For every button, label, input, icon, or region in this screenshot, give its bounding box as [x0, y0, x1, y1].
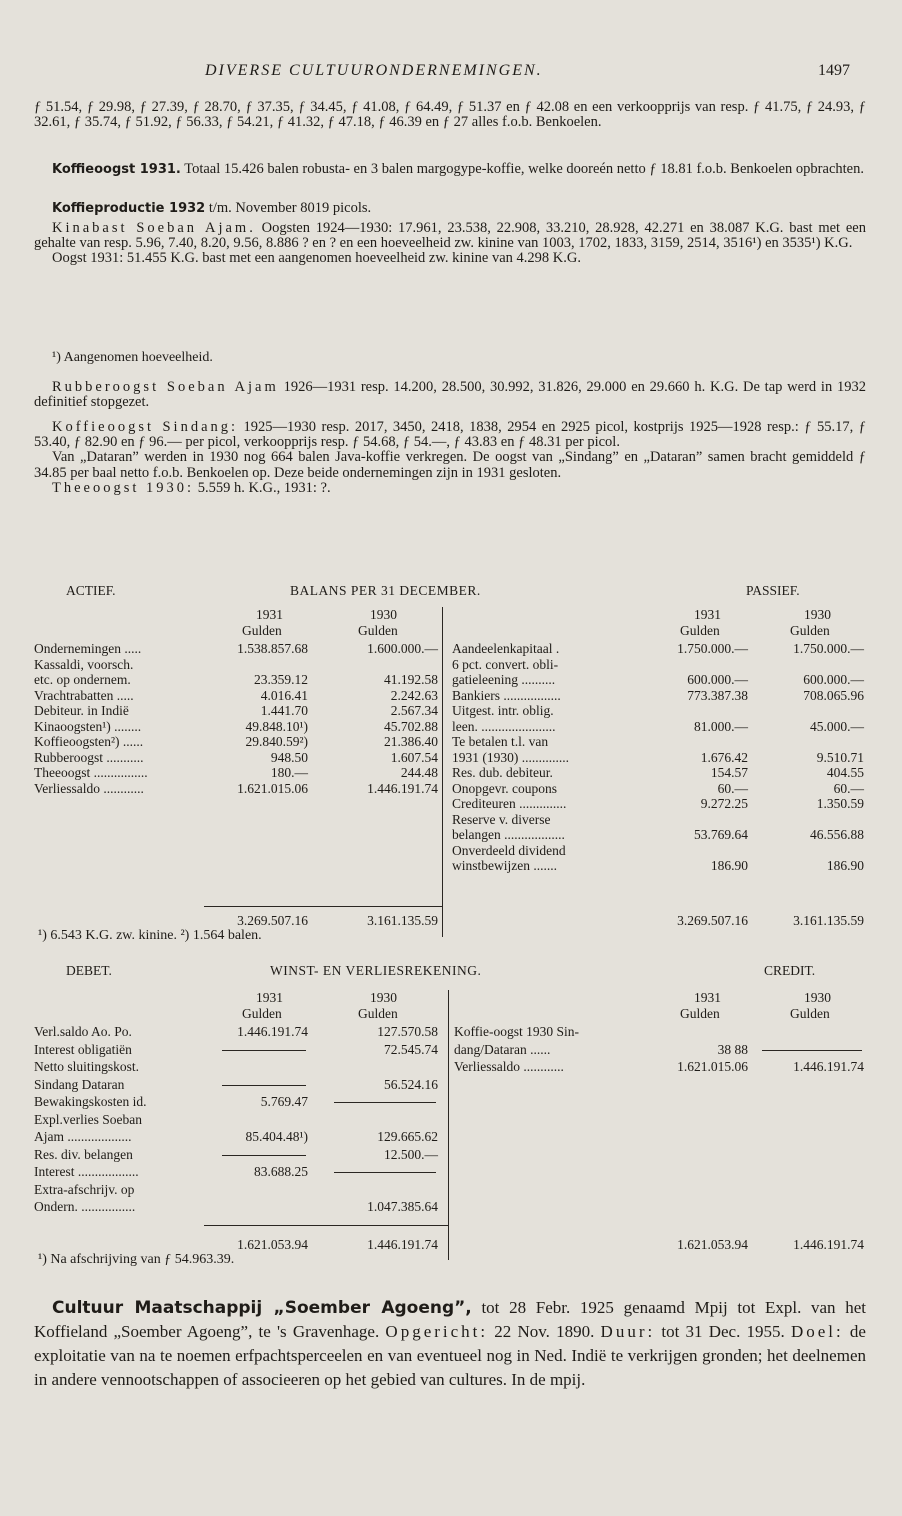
balans-actief-row-value-1930: 1.446.191.74: [367, 780, 438, 796]
winst-table: [34, 963, 868, 1283]
balans-actief-row-value-1930: 2.567.34: [390, 703, 438, 718]
balans-actief-row-label: Theeoogst ................: [34, 765, 148, 780]
winst-credit-unit-1: Gulden: [680, 1006, 720, 1021]
winst-divider: [448, 990, 449, 1260]
balans-passief-row-value-1931: 53.769.64: [694, 827, 748, 842]
balans-passief-row-label: Bankiers .................: [452, 687, 561, 703]
balans-passief-row-value-1930: [754, 734, 864, 749]
winst-debet-year-1: 1931: [256, 990, 283, 1005]
balans-passief-row-value-1930: 600.000.—: [803, 672, 864, 687]
winst-debet-row-value-1930: [326, 1182, 438, 1197]
balans-passief-row-label: leen. ......................: [452, 718, 556, 734]
balans-passief-row-value-1931: 9.272.25: [700, 796, 748, 811]
balans-passief-row-value-1930: [754, 657, 864, 672]
rubber-paragraph: [34, 380, 866, 410]
doel-value: de exploitatie van na te noemen erfpachtsperceelen en van eventueel nog in Ned. Indië te verkrijgen gronden; het deelnemen in andere vennootschappen of associeeren op het gebied van cultures. In de mpij.: [34, 1322, 866, 1389]
winst-debet-row-value-1930: 56.524.16: [384, 1076, 438, 1092]
balans-footnote: ¹) 6.543 K.G. zw. kinine. ²) 1.564 balen.: [38, 928, 262, 943]
balans-actief-row-label: Ondernemingen .....: [34, 641, 142, 656]
winst-debet-row-label: Interest ..................: [34, 1164, 139, 1179]
winst-debet-row-label: Extra-afschrijv. op: [34, 1181, 135, 1197]
balans-passief-row-value-1931: 773.387.38: [687, 687, 748, 703]
empty-cell-rule: [222, 1085, 306, 1086]
winst-credit-row-label: Koffie-oogst 1930 Sin-: [454, 1024, 579, 1039]
balans-actief-row-label: Rubberoogst ...........: [34, 749, 144, 765]
balans-actief-row-label: Kassaldi, voorsch.: [34, 656, 134, 672]
winst-credit-row-value-1930: 1.446.191.74: [793, 1059, 864, 1074]
balans-actief-row-label: etc. op ondernem.: [34, 672, 131, 687]
rubber-text: 1926—1931 resp. 14.200, 28.500, 30.992, 31.826, 29.000 en 29.660 h. K.G. De tap werd in 1932 definitief stopgezet.: [34, 379, 866, 411]
balans-passief-row-value-1930: 1.350.59: [816, 796, 864, 811]
winst-debet-row-label: Interest obligatiën: [34, 1041, 132, 1057]
kinabast-paragraph: [34, 221, 866, 267]
winst-debet-row-value-1931: [214, 1199, 308, 1214]
winst-debet-heading: DEBET.: [66, 963, 112, 978]
winst-debet-total-1930: 1.446.191.74: [367, 1237, 438, 1252]
balans-passief-row-label: Uitgest. intr. oblig.: [452, 703, 554, 718]
winst-debet-row-value-1931: 5.769.47: [260, 1094, 308, 1109]
balans-actief-row-value-1930: [326, 657, 438, 672]
balans-passief-row-label: 1931 (1930) ..............: [452, 749, 569, 765]
duur-value: tot 31 Dec. 1955.: [655, 1322, 785, 1341]
balans-passief-row-label: Aandeelenkapitaal .: [452, 641, 560, 656]
balans-actief-row-value-1931: 1.538.857.68: [237, 641, 308, 656]
balans-actief-row-value-1931: 49.848.10¹): [245, 718, 308, 734]
cultuur-heading: Cultuur Maatschappij „Soember Agoeng”,: [52, 1298, 472, 1318]
balans-actief-total-1930: 3.161.135.59: [367, 913, 438, 928]
balans-passief-row-value-1930: 404.55: [826, 765, 864, 780]
balans-passief-heading: PASSIEF.: [746, 583, 800, 598]
koffieoogst-text: Totaal 15.426 balen robusta- en 3 balen margogype-koffie, welke dooreén netto ƒ 18.81 f.o.b. Benkoelen opbrachten.: [180, 161, 864, 177]
balans-passief-row-value-1930: 9.510.71: [816, 749, 864, 765]
winst-debet-unit-1: Gulden: [242, 1006, 282, 1021]
balans-passief-row-value-1931: 60.—: [717, 780, 748, 796]
winst-debet-row-label: Ondern. ................: [34, 1199, 136, 1214]
rubber-heading: Rubberoogst Soeban Ajam: [52, 379, 279, 395]
winst-debet-row-value-1931: 1.446.191.74: [237, 1024, 308, 1039]
winst-footnote: ¹) Na afschrijving van ƒ 54.963.39.: [38, 1252, 235, 1267]
winst-debet-total-1931: 1.621.053.94: [237, 1237, 308, 1252]
winst-debet-row-value-1931: [214, 1112, 308, 1127]
balans-passief-row-label: belangen ..................: [452, 827, 565, 842]
balans-actief-row-value-1931: [214, 657, 308, 672]
winst-title: WINST- EN VERLIESREKENING.: [270, 963, 482, 978]
balans-passief-row-value-1930: [754, 703, 864, 718]
balans-passief-row-label: winstbewijzen .......: [452, 858, 557, 873]
winst-credit-year-1: 1931: [694, 990, 721, 1005]
balans-table: [34, 583, 868, 953]
balans-passief-row-value-1931: [634, 657, 748, 672]
winst-credit-row-value-1930: [754, 1024, 864, 1039]
balans-passief-row-label: Onopgevr. coupons: [452, 780, 557, 796]
balans-actief-row-value-1930: 45.702.88: [384, 718, 438, 734]
balans-actief-row-label: Debiteur. in Indië: [34, 703, 129, 718]
footnote-aangenomen: ¹) Aangenomen hoeveelheid.: [52, 350, 213, 365]
prices-paragraph: ƒ 51.54, ƒ 29.98, ƒ 27.39, ƒ 28.70, ƒ 37.35, ƒ 34.45, ƒ 41.08, ƒ 64.49, ƒ 51.37 en ƒ 42.08 en een verkoopprijs van resp. ƒ 41.75, ƒ 24.93, ƒ 32.61, ƒ 35.74, ƒ 51.92, ƒ 56.33, ƒ 54.21, ƒ 41.32, ƒ 47.18, ƒ 46.39 en ƒ 27 alles f.o.b. Benkoelen.: [34, 99, 866, 131]
header-title: DIVERSE CULTUURONDERNEMINGEN.: [205, 62, 543, 79]
balans-actief-year-2: 1930: [370, 607, 397, 622]
winst-credit-unit-2: Gulden: [790, 1006, 830, 1021]
balans-actief-row-value-1931: 180.—: [270, 765, 308, 780]
balans-actief-total-rule: [204, 906, 442, 907]
running-header: [0, 62, 902, 86]
balans-passief-row-value-1931: 1.676.42: [700, 749, 748, 765]
balans-passief-row-value-1931: 81.000.—: [694, 718, 748, 734]
winst-debet-row-label: Sindang Dataran: [34, 1076, 125, 1092]
balans-passief-row-label: 6 pct. convert. obli-: [452, 656, 559, 672]
balans-passief-row-value-1930: 186.90: [826, 858, 864, 873]
winst-debet-row-label: Verl.saldo Ao. Po.: [34, 1024, 132, 1039]
balans-actief-row-value-1931: 1.621.015.06: [237, 780, 308, 796]
winst-debet-row-label: Res. div. belangen: [34, 1146, 133, 1162]
balans-actief-row-value-1930: 2.242.63: [390, 687, 438, 703]
balans-passief-row-value-1930: [754, 843, 864, 858]
balans-actief-row-value-1930: 244.48: [400, 765, 438, 780]
balans-actief-total-1931: 3.269.507.16: [237, 913, 308, 928]
empty-cell-rule: [222, 1155, 306, 1156]
winst-debet-row-label: Bewakingskosten id.: [34, 1094, 147, 1109]
balans-actief-row-value-1931: 1.441.70: [260, 703, 308, 718]
sindang-paragraph: [34, 420, 866, 496]
koffieoogst-paragraph: [34, 162, 866, 177]
koffieproductie-heading: Koffieproductie 1932: [52, 201, 206, 216]
balans-actief-row-value-1931: 29.840.59²): [245, 734, 308, 749]
balans-title: BALANS PER 31 DECEMBER.: [290, 583, 481, 598]
balans-actief-row-value-1930: 41.192.58: [384, 672, 438, 687]
balans-passief-row-value-1930: 60.—: [833, 780, 864, 796]
winst-debet-row-value-1930: 1.047.385.64: [367, 1199, 438, 1214]
balans-actief-unit-1: Gulden: [242, 623, 282, 638]
balans-passief-row-value-1930: [754, 812, 864, 827]
balans-actief-row-label: Kinaoogsten¹) ........: [34, 718, 142, 734]
winst-credit-heading: CREDIT.: [764, 963, 816, 978]
sindang-text: 1925—1930 resp. 2017, 3450, 2418, 1838, 2954 en 2925 picol, kostprijs 1925—1928 resp.: ƒ 55.17, ƒ 53.40, ƒ 82.90 en ƒ 96.— per picol, verkoopprijs resp. ƒ 54.68, ƒ 54.—, ƒ 43.83 en ƒ 48.31 per picol.: [34, 419, 866, 451]
opgericht-value: 22 Nov. 1890.: [488, 1322, 595, 1341]
winst-credit-year-2: 1930: [804, 990, 831, 1005]
koffieoogst-heading: Koffieoogst 1931.: [52, 162, 181, 177]
balans-actief-unit-2: Gulden: [358, 623, 398, 638]
balans-actief-row-label: Vrachtrabatten .....: [34, 687, 134, 703]
page-number: 1497: [818, 62, 850, 79]
winst-debet-row-value-1931: [214, 1059, 308, 1074]
thee-text: 5.559 h. K.G., 1931: ?.: [194, 479, 331, 496]
balans-actief-row-value-1931: 23.359.12: [254, 672, 308, 687]
balans-passief-row-value-1930: 1.750.000.—: [793, 641, 864, 656]
balans-passief-row-value-1931: [634, 734, 748, 749]
balans-actief-row-value-1930: 1.607.54: [390, 749, 438, 765]
balans-actief-year-1: 1931: [256, 607, 283, 622]
sindang-heading: Koffieoogst Sindang:: [52, 419, 239, 435]
balans-passief-row-value-1931: [634, 843, 748, 858]
thee-heading: Theeoogst 1930:: [52, 479, 195, 496]
kinabast-heading: Kinabast Soeban Ajam.: [52, 220, 256, 236]
winst-debet-row-label: Ajam ...................: [34, 1129, 132, 1144]
winst-credit-total-1931: 1.621.053.94: [677, 1237, 748, 1252]
winst-credit-row-value-1931: 38 88: [717, 1041, 748, 1057]
winst-debet-total-rule: [204, 1225, 448, 1226]
empty-cell-rule: [334, 1102, 436, 1103]
balans-passief-year-1: 1931: [694, 607, 721, 622]
empty-cell-rule: [222, 1050, 306, 1051]
winst-credit-row-label: Verliessaldo ............: [454, 1059, 564, 1074]
balans-passief-row-label: Crediteuren ..............: [452, 796, 567, 811]
winst-debet-row-value-1930: 12.500.—: [384, 1146, 438, 1162]
balans-actief-row-value-1930: 1.600.000.—: [367, 641, 438, 656]
winst-debet-row-value-1930: 129.665.62: [377, 1129, 438, 1144]
balans-passief-unit-1: Gulden: [680, 623, 720, 638]
winst-debet-row-value-1931: 83.688.25: [254, 1164, 308, 1179]
balans-passief-row-value-1931: 154.57: [710, 765, 748, 780]
balans-actief-row-value-1931: 4.016.41: [260, 687, 308, 703]
balans-actief-heading: ACTIEF.: [66, 583, 116, 598]
winst-credit-row-value-1931: [634, 1024, 748, 1039]
koffieproductie-paragraph: [34, 201, 866, 216]
winst-debet-row-label: Netto sluitingskost.: [34, 1059, 140, 1074]
winst-debet-year-2: 1930: [370, 990, 397, 1005]
balans-passief-total-1931: 3.269.507.16: [677, 913, 748, 928]
balans-passief-row-value-1931: 186.90: [710, 858, 748, 873]
balans-passief-row-value-1931: [634, 812, 748, 827]
balans-passief-total-1930: 3.161.135.59: [793, 913, 864, 928]
balans-actief-row-value-1931: 948.50: [270, 749, 308, 765]
balans-passief-row-label: Res. dub. debiteur.: [452, 765, 553, 780]
balans-passief-year-2: 1930: [804, 607, 831, 622]
cultuur-text: tot 28 Febr. 1925 genaamd Mpij tot Expl. van het Koffieland „Soember Agoeng”, te 's Gravenhage.: [34, 1298, 866, 1341]
balans-passief-row-label: Reserve v. diverse: [452, 811, 551, 827]
balans-passief-row-value-1931: 600.000.—: [687, 672, 748, 687]
winst-debet-row-value-1930: 127.570.58: [377, 1024, 438, 1039]
balans-actief-row-label: Koffieoogsten²) ......: [34, 734, 144, 749]
oogst-1931: Oogst 1931: 51.455 K.G. bast met een aangenomen hoeveelheid zw. kinine van 4.298 K.G.: [52, 250, 581, 267]
winst-debet-row-value-1930: 72.545.74: [384, 1041, 438, 1057]
balans-passief-row-label: Te betalen t.l. van: [452, 734, 549, 749]
kinabast-text: Oogsten 1924—1930: 17.961, 23.538, 22.908, 33.210, 28.928, 42.271 en 38.087 K.G. bast met een gehalte van resp. 5.96, 7.40, 8.20, 9.56, 8.886 ? en ? en een hoeveelheid zw. kinine van 1003, 1702, 1833, 3159, 2514, 3516¹) en 3535¹) K.G.: [34, 220, 866, 252]
balans-actief-row-label: Verliessaldo ............: [34, 780, 144, 796]
balans-divider: [442, 607, 443, 937]
winst-debet-row-value-1931: 85.404.48¹): [245, 1129, 308, 1144]
winst-debet-row-value-1930: [326, 1059, 438, 1074]
doel-label: Doel:: [790, 1322, 844, 1341]
balans-passief-row-value-1930: 708.065.96: [803, 687, 864, 703]
winst-credit-row-value-1931: 1.621.015.06: [677, 1059, 748, 1074]
balans-passief-row-value-1930: 46.556.88: [810, 827, 864, 842]
winst-debet-row-label: Expl.verlies Soeban: [34, 1111, 142, 1127]
dataran-paragraph: Van „Dataran” werden in 1930 nog 664 balen Java-koffie verkregen. De oogst van „Sindang” en „Dataran” samen bracht gemiddeld ƒ 34.85 per baal netto f.o.b. Benkoelen op. Deze beide ondernemingen zijn in 1931 gesloten.: [34, 449, 866, 481]
winst-debet-row-value-1931: [214, 1182, 308, 1197]
winst-debet-row-value-1930: [326, 1112, 438, 1127]
balans-passief-row-value-1931: 1.750.000.—: [677, 641, 748, 656]
winst-credit-row-label: dang/Dataran ......: [454, 1041, 551, 1057]
empty-cell-rule: [762, 1050, 862, 1051]
winst-credit-total-1930: 1.446.191.74: [793, 1237, 864, 1252]
balans-passief-row-label: Onverdeeld dividend: [452, 842, 566, 858]
koffieproductie-text: t/m. November 8019 picols.: [205, 200, 372, 216]
balans-passief-row-value-1931: [634, 703, 748, 718]
balans-passief-row-label: gatieleening ..........: [452, 672, 556, 687]
empty-cell-rule: [334, 1172, 436, 1173]
balans-passief-row-value-1930: 45.000.—: [810, 718, 864, 734]
balans-passief-unit-2: Gulden: [790, 623, 830, 638]
duur-label: Duur:: [600, 1322, 656, 1341]
winst-debet-unit-2: Gulden: [358, 1006, 398, 1021]
balans-actief-row-value-1930: 21.386.40: [384, 734, 438, 749]
cultuur-section: [34, 1296, 866, 1392]
opgericht-label: Opgericht:: [385, 1322, 489, 1341]
